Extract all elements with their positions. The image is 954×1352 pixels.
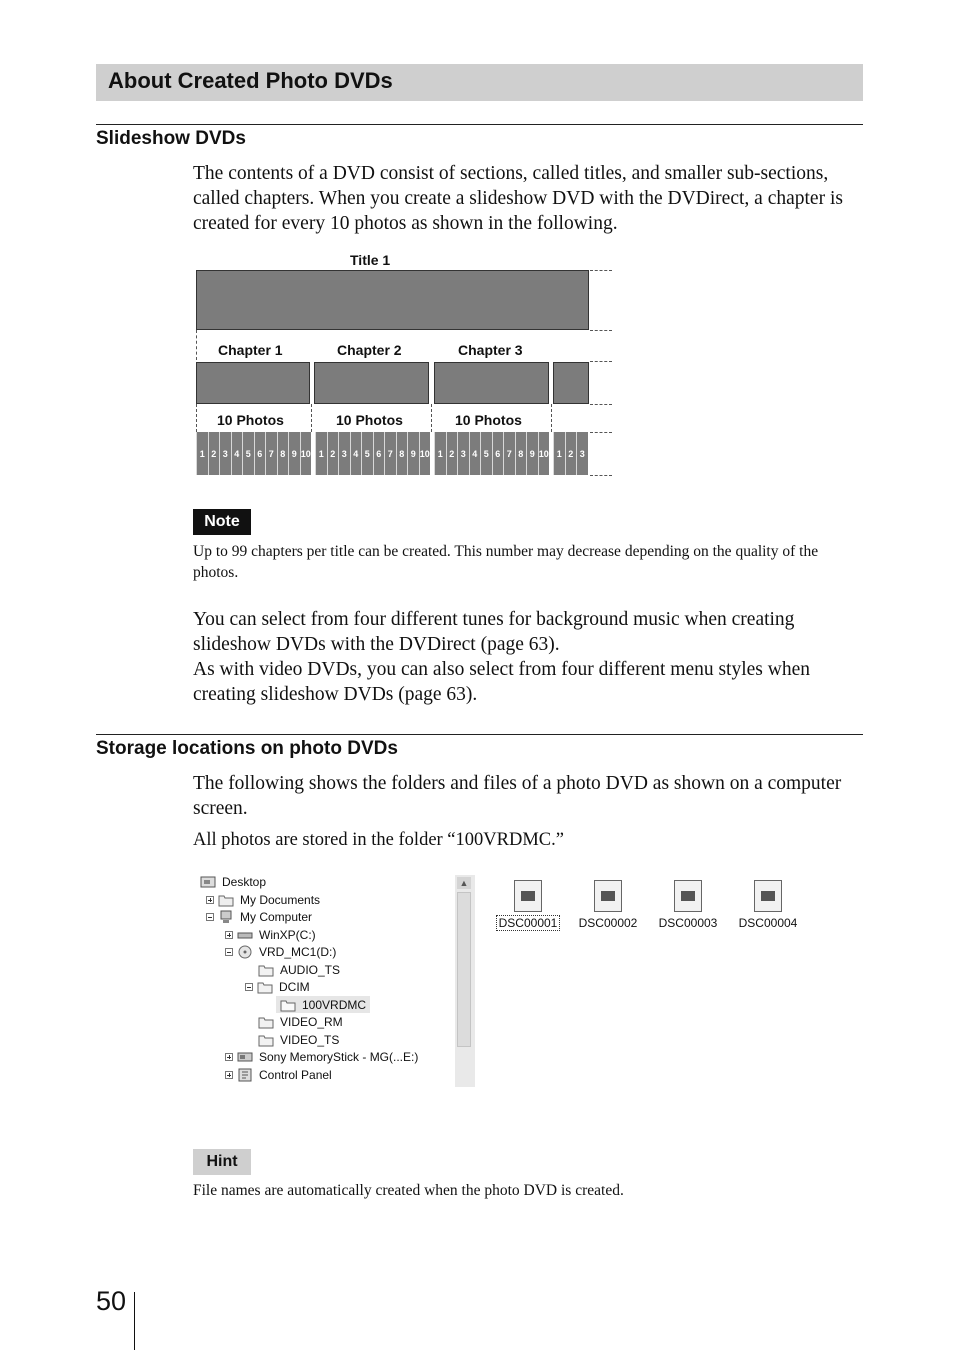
collapse-icon[interactable] bbox=[206, 913, 214, 921]
file-name: DSC00004 bbox=[738, 916, 798, 930]
chapter-label-1: Chapter 1 bbox=[218, 342, 283, 358]
tree-label: My Computer bbox=[240, 909, 313, 924]
tree-item-memorystick[interactable] bbox=[225, 1048, 418, 1065]
title-label: Title 1 bbox=[350, 252, 391, 268]
slideshow-heading: Slideshow DVDs bbox=[96, 128, 246, 149]
photo-group-label-3: 10 Photos bbox=[455, 412, 522, 428]
photo-cell: 10 bbox=[538, 432, 550, 475]
divider bbox=[96, 124, 863, 125]
photo-cell: 8 bbox=[396, 432, 408, 475]
photo-cell: 5 bbox=[480, 432, 492, 475]
folder-icon bbox=[218, 893, 234, 907]
tree-label: AUDIO_TS bbox=[280, 962, 341, 977]
photo-cell: 2 bbox=[446, 432, 458, 475]
photo-cell: 8 bbox=[277, 432, 289, 475]
file-name: DSC00001 bbox=[496, 915, 561, 931]
expand-icon[interactable] bbox=[206, 896, 214, 904]
storage-intro: The following shows the folders and files of a photo DVD as shown on a computer screen. bbox=[193, 773, 842, 819]
tree-item-my-documents[interactable] bbox=[206, 891, 320, 908]
photo-cell: 2 bbox=[327, 432, 339, 475]
photo-cell: 3 bbox=[219, 432, 231, 475]
photo-cell: 3 bbox=[576, 432, 588, 475]
tree-label: 100VRDMC bbox=[302, 997, 367, 1012]
dash-line bbox=[590, 361, 612, 362]
photo-cell: 7 bbox=[265, 432, 277, 475]
scroll-thumb[interactable] bbox=[457, 892, 471, 1047]
expand-icon[interactable] bbox=[225, 1071, 233, 1079]
expand-icon[interactable] bbox=[225, 931, 233, 939]
photo-cell: 4 bbox=[469, 432, 481, 475]
chapter-block-2 bbox=[314, 362, 429, 404]
open-folder-icon bbox=[280, 998, 296, 1012]
image-file-icon bbox=[514, 880, 542, 912]
tree-label: DCIM bbox=[279, 979, 310, 994]
menu-paragraph: As with video DVDs, you can also select from four different menu styles when creating slideshow DVDs (page 63). bbox=[193, 659, 811, 705]
dash-line bbox=[196, 330, 197, 360]
photo-cell: 6 bbox=[254, 432, 266, 475]
file-item[interactable] bbox=[651, 880, 725, 930]
desktop-icon bbox=[200, 875, 216, 889]
dvd-icon bbox=[237, 945, 253, 959]
chapter-diagram bbox=[190, 250, 620, 480]
photo-cell: 1 bbox=[196, 432, 208, 475]
slideshow-intro: The contents of a DVD consist of sections, called titles, and smaller sub-sections, called chapters. When you create a slideshow DVD with the DVDirect, a chapter is created for every 10 photos as shown in the following. bbox=[193, 163, 843, 234]
tree-label: VRD_MC1(D:) bbox=[259, 944, 337, 959]
tree-label: VIDEO_TS bbox=[280, 1032, 340, 1047]
photo-cell: 2 bbox=[565, 432, 577, 475]
chapter-block-3 bbox=[434, 362, 549, 404]
chapter-block-partial bbox=[553, 362, 589, 404]
computer-icon bbox=[218, 910, 234, 924]
memory-stick-icon bbox=[237, 1050, 253, 1064]
file-name: DSC00002 bbox=[578, 916, 638, 930]
photo-cell: 1 bbox=[553, 432, 565, 475]
control-panel-icon bbox=[237, 1068, 253, 1082]
dash-line bbox=[431, 404, 432, 432]
tree-label: VIDEO_RM bbox=[280, 1014, 343, 1029]
tree-item-dcim[interactable] bbox=[245, 978, 310, 995]
image-file-icon bbox=[674, 880, 702, 912]
photo-cell: 5 bbox=[242, 432, 254, 475]
chapter-label-3: Chapter 3 bbox=[458, 342, 523, 358]
photo-cell: 3 bbox=[457, 432, 469, 475]
chapter-block-1 bbox=[196, 362, 310, 404]
hint-label: Hint bbox=[193, 1149, 251, 1175]
photo-cell: 8 bbox=[515, 432, 527, 475]
tree-item-video-ts[interactable] bbox=[258, 1031, 339, 1048]
photo-cell: 4 bbox=[350, 432, 362, 475]
dash-line bbox=[590, 475, 612, 476]
page-number: 50 bbox=[96, 1286, 127, 1316]
collapse-icon[interactable] bbox=[245, 983, 253, 991]
tree-item-winxp[interactable] bbox=[225, 926, 316, 943]
image-file-icon bbox=[594, 880, 622, 912]
photo-cell: 2 bbox=[208, 432, 220, 475]
photo-cell: 9 bbox=[288, 432, 300, 475]
file-name: DSC00003 bbox=[658, 916, 718, 930]
scroll-up-arrow-icon[interactable]: ▲ bbox=[457, 877, 471, 889]
image-file-icon bbox=[754, 880, 782, 912]
photo-group-label-1: 10 Photos bbox=[217, 412, 284, 428]
file-item[interactable] bbox=[731, 880, 805, 930]
tree-label: Desktop bbox=[222, 874, 267, 889]
photo-cell: 3 bbox=[338, 432, 350, 475]
file-item[interactable] bbox=[571, 880, 645, 930]
photo-cell: 7 bbox=[384, 432, 396, 475]
music-paragraph: You can select from four different tunes for background music when creating slideshow DVDs with the DVDirect (page 63). bbox=[193, 609, 795, 655]
note-text: Up to 99 chapters per title can be created. This number may decrease depending on the quality of the photos. bbox=[193, 543, 819, 581]
tree-label: Control Panel bbox=[259, 1067, 332, 1082]
photo-cell: 6 bbox=[373, 432, 385, 475]
expand-icon[interactable] bbox=[225, 1053, 233, 1061]
file-item[interactable] bbox=[491, 880, 565, 930]
photo-cell: 1 bbox=[434, 432, 446, 475]
dash-line bbox=[590, 270, 612, 271]
folder-icon bbox=[258, 1033, 274, 1047]
dash-line bbox=[590, 404, 612, 405]
tree-label: WinXP(C:) bbox=[259, 927, 316, 942]
photo-cell: 6 bbox=[492, 432, 504, 475]
tree-item-my-computer[interactable] bbox=[206, 908, 312, 925]
tree-item-vrd[interactable] bbox=[225, 943, 336, 960]
tree-item-control-panel[interactable] bbox=[225, 1066, 332, 1083]
collapse-icon[interactable] bbox=[225, 948, 233, 956]
storage-heading: Storage locations on photo DVDs bbox=[96, 738, 398, 759]
tree-item-100vrdmc[interactable] bbox=[276, 996, 370, 1013]
folder-icon bbox=[258, 963, 274, 977]
dash-line bbox=[311, 404, 312, 432]
folder-icon bbox=[257, 980, 273, 994]
photo-group-label-2: 10 Photos bbox=[336, 412, 403, 428]
photo-cell: 7 bbox=[503, 432, 515, 475]
photo-cell: 10 bbox=[419, 432, 431, 475]
tree-label: My Documents bbox=[240, 892, 321, 907]
photo-cell: 5 bbox=[361, 432, 373, 475]
dash-line bbox=[590, 330, 612, 331]
section-title: About Created Photo DVDs bbox=[108, 68, 393, 93]
chapter-label-2: Chapter 2 bbox=[337, 342, 402, 358]
dash-line bbox=[196, 404, 197, 432]
title-block bbox=[196, 270, 589, 330]
dash-line bbox=[590, 432, 612, 433]
hint-text: File names are automatically created when the photo DVD is created. bbox=[193, 1182, 624, 1199]
photo-cell: 10 bbox=[300, 432, 312, 475]
photo-cell: 9 bbox=[526, 432, 538, 475]
folder-note: All photos are stored in the folder “100VRDMC.” bbox=[193, 830, 564, 850]
divider bbox=[96, 734, 863, 735]
tree-item-video-rm[interactable] bbox=[258, 1013, 343, 1030]
photo-cell: 9 bbox=[407, 432, 419, 475]
dash-line bbox=[551, 404, 552, 432]
tree-item-desktop[interactable] bbox=[200, 873, 266, 890]
photo-cell: 4 bbox=[231, 432, 243, 475]
page-number-rule bbox=[134, 1292, 135, 1350]
tree-label: Sony MemoryStick - MG(...E:) bbox=[259, 1049, 419, 1064]
note-label: Note bbox=[193, 509, 251, 535]
drive-icon bbox=[237, 928, 253, 942]
folder-tree bbox=[196, 872, 452, 1087]
photo-cell: 1 bbox=[315, 432, 327, 475]
tree-item-audio-ts[interactable] bbox=[258, 961, 340, 978]
folder-icon bbox=[258, 1015, 274, 1029]
